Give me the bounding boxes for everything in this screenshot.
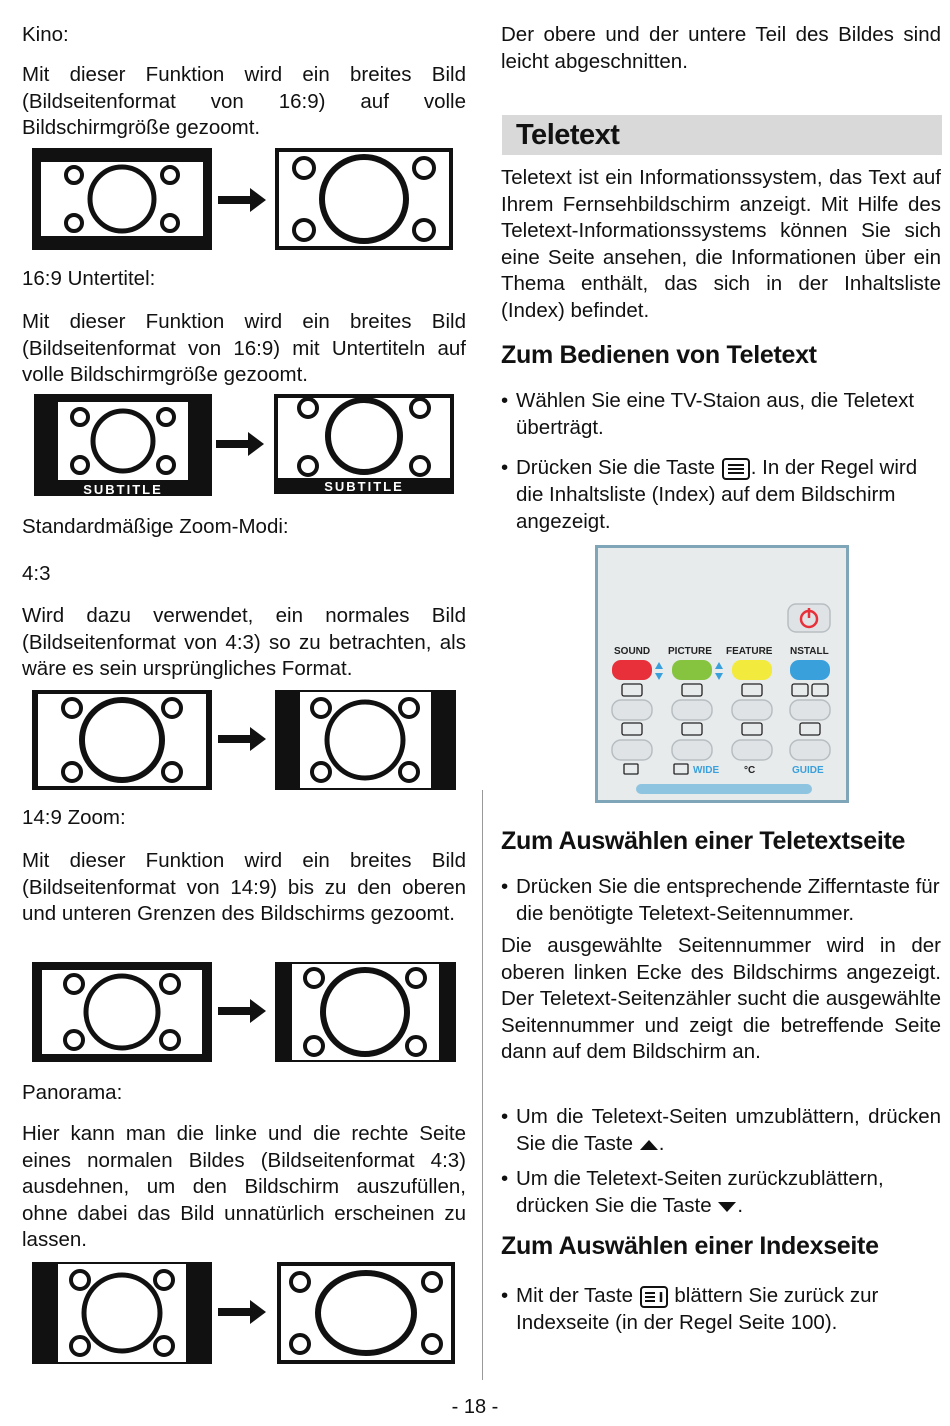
standard-heading: Standardmäßige Zoom-Modi: (22, 515, 289, 538)
up-bullet-text: Um die Teletext-Seiten umzublättern, drücken Sie die Taste (516, 1105, 941, 1155)
panorama-text: Hier kann man die linke und die rechte Seite eines normalen Bildes (Bildseitenformat 4:3) ausdehnen, um den Bildschirm auszufüllen, ohne dabei das Bild unnatürlich erscheinen zu lassen. (22, 1122, 466, 1251)
intro-text: Der obere und der untere Teil des Bildes sind leicht abgeschnitten. (501, 23, 941, 73)
up-bullet-period: . (658, 1132, 665, 1155)
green-button (672, 660, 712, 680)
kino-heading: Kino: (22, 23, 69, 46)
index-bullet-text-a: Mit der Taste (516, 1284, 633, 1307)
four-three-text: Wird dazu verwendet, ein normales Bild (Bildseitenformat von 4:3) so zu betrachten, als wäre es sein ursprüngliches Format. (22, 604, 466, 680)
remote-label-wide: WIDE (693, 765, 720, 776)
fourteen-nine-heading: 14:9 Zoom: (22, 806, 126, 829)
teletext-button-icon (721, 458, 751, 480)
auswaehlen-heading: Zum Auswählen einer Teletextseite (501, 827, 906, 855)
remote-label-feature: FEATURE (726, 646, 773, 657)
bedienen-bullet-2 (501, 454, 941, 535)
panorama-heading: Panorama: (22, 1081, 123, 1104)
index-bullet (501, 1282, 941, 1336)
arrow-right-icon (218, 999, 266, 1023)
remote-control-image (594, 544, 850, 806)
subtitle-label-right: SUBTITLE (324, 479, 404, 494)
arrow-right-icon (216, 432, 264, 456)
fourteen-nine-text: Mit dieser Funktion wird ein breites Bild (Bildseitenformat von 14:9) bis zu den oberen und unteren Grenzen des Bildschirms gezoomt. (22, 849, 466, 925)
panorama-diagram (32, 1262, 456, 1366)
red-button (612, 660, 652, 680)
down-bullet-period: . (737, 1194, 744, 1217)
remote-label-celsius: °C (744, 765, 756, 776)
bedienen-bullet-2-text-a: Drücken Sie die Taste (516, 456, 716, 479)
arrow-up-icon (639, 1139, 659, 1151)
auswaehlen-bullet (501, 873, 941, 927)
remote-label-picture: PICTURE (668, 646, 712, 657)
bedienen-bullet-1 (501, 387, 941, 441)
kino-diagram (32, 148, 456, 252)
up-bullet (501, 1103, 941, 1157)
down-bullet-text: Um die Teletext-Seiten zurückzublättern, drücken Sie die Taste (516, 1167, 884, 1217)
bullet-dot: • (501, 1284, 509, 1307)
untertitel-diagram (34, 394, 456, 498)
arrow-right-icon (218, 188, 266, 212)
fourteen-nine-diagram (32, 962, 456, 1064)
untertitel-heading: 16:9 Untertitel: (22, 267, 156, 290)
remote-label-sound: SOUND (614, 646, 651, 657)
yellow-button (732, 660, 772, 680)
four-three-diagram (32, 690, 456, 792)
teletext-text: Teletext ist ein Informationssystem, das Text auf Ihrem Fernsehbildschirm anzeigt. Mit Hilfe des Teletext-Informationssystems können Sie sich eine Seite ansehen, die Informationen über ein Thema enthält, das sich in der Inhaltsliste (Index) befindet. (501, 166, 941, 322)
bullet-dot: • (501, 1167, 509, 1190)
auswaehlen-bullet-text: Drücken Sie die entsprechende Zifferntaste für die benötigte Teletext-Seitennummer. (516, 875, 940, 925)
auswaehlen-text: Die ausgewählte Seitennummer wird in der oberen linken Ecke des Bildschirms angezeigt. Der Teletext-Seitenzähler sucht die ausgewählte Seitennummer und zeigt die betreffende Seite dann auf dem Bildschirm an. (501, 934, 941, 1063)
teletext-title: Teletext (516, 119, 620, 151)
index-bullet-text-b: blättern Sie zurück zur Indexseite (in der Regel Seite 100). (516, 1284, 879, 1334)
arrow-down-icon (717, 1201, 737, 1213)
bedienen-bullet-1-text: Wählen Sie eine TV-Staion aus, die Teletext überträgt. (516, 389, 915, 439)
blue-button (790, 660, 830, 680)
screen-wide-letterbox (32, 148, 212, 250)
bullet-dot: • (501, 389, 509, 412)
column-divider (482, 790, 483, 1380)
bullet-dot: • (501, 456, 509, 479)
bullet-dot: • (501, 1105, 509, 1128)
bedienen-bullet-2-text-b: . In der Regel wird die Inhaltsliste (Index) auf dem Bildschirm angezeigt. (516, 456, 918, 533)
down-bullet (501, 1165, 941, 1219)
page-number: - 18 - (451, 1396, 499, 1418)
remote-label-guide: GUIDE (792, 765, 824, 776)
bullet-dot: • (501, 875, 509, 898)
arrow-right-icon (218, 727, 266, 751)
teletext-title-bar (502, 115, 942, 155)
subtitle-label-left: SUBTITLE (83, 482, 163, 497)
remote-label-install: NSTALL (790, 646, 829, 657)
four-three-heading: 4:3 (22, 562, 51, 585)
remote-bottom-bar (636, 784, 812, 794)
untertitel-text: Mit dieser Funktion wird ein breites Bild (Bildseitenformat von 16:9) mit Untertiteln auf volle Bildschirmgröße gezoomt. (22, 310, 466, 386)
index-button-icon (639, 1286, 669, 1308)
bedienen-heading: Zum Bedienen von Teletext (501, 341, 817, 369)
arrow-right-icon (218, 1300, 266, 1324)
kino-text: Mit dieser Funktion wird ein breites Bild (Bildseitenformat von 16:9) auf volle Bildschirmgröße gezoomt. (22, 63, 466, 139)
index-heading: Zum Auswählen einer Indexseite (501, 1232, 879, 1260)
